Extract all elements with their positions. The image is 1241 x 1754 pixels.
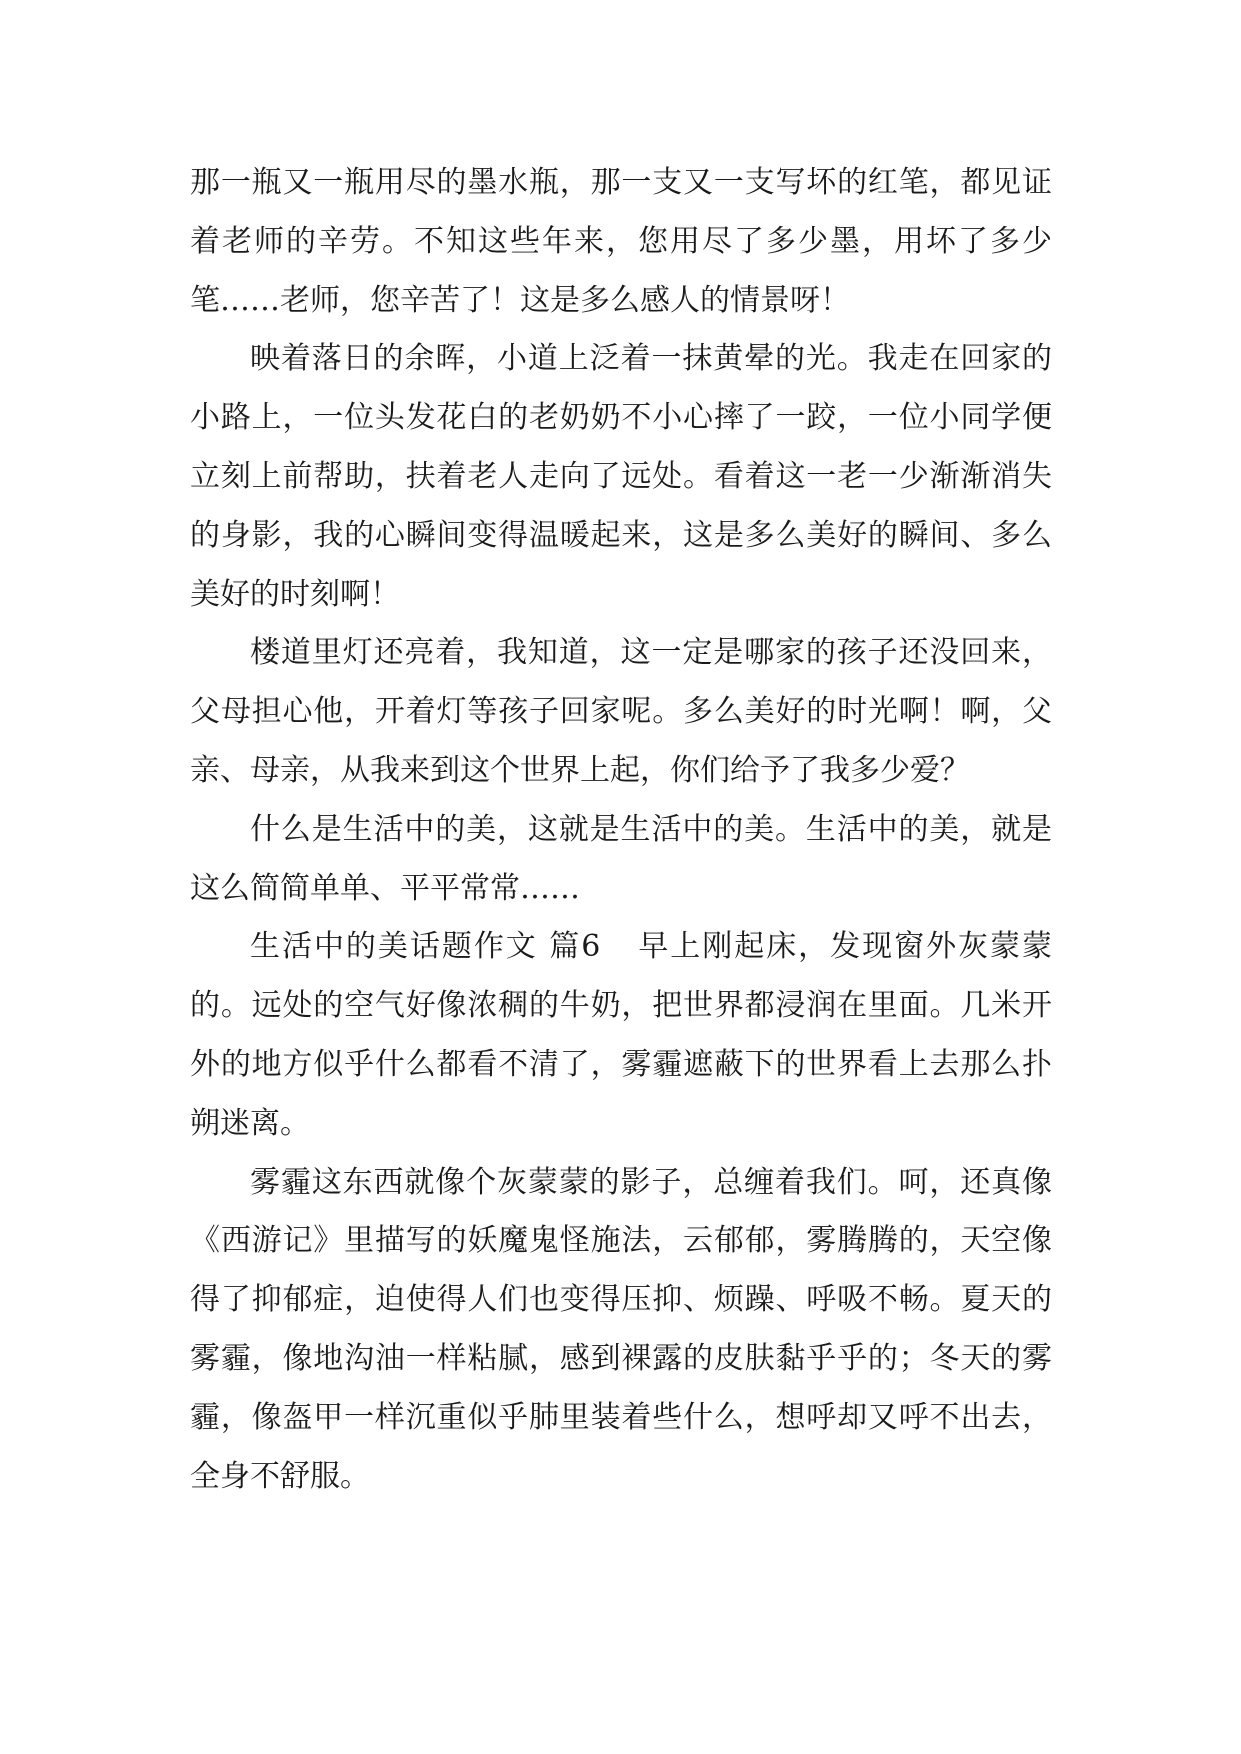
- essay-6-opening: 早上刚起床，发现窗外灰蒙蒙的。远处的空气好像浓稠的牛奶，把世界都浸润在里面。几米开外的地方似乎什么都看不清了，雾霾遮蔽下的世界看上去那么扑朔迷离。: [190, 929, 1053, 1141]
- essay-heading: 生活中的美话题作文 篇6: [250, 929, 601, 965]
- paragraph-essay-6: [190, 918, 1052, 1153]
- paragraph-smog: 雾霾这东西就像个灰蒙蒙的影子，总缠着我们。呵，还真像《西游记》里描写的妖魔鬼怪施法，云郁郁，雾腾腾的，天空像得了抑郁症，迫使得人们也变得压抑、烦躁、呼吸不畅。夏天的雾霾，像地沟油一样粘腻，感到裸露的皮肤黏乎乎的；冬天的雾霾，像盔甲一样沉重似乎肺里装着些什么，想呼却又呼不出去，全身不舒服。: [190, 1164, 1052, 1494]
- paragraph-sunset: 映着落日的余晖，小道上泛着一抹黄晕的光。我走在回家的小路上，一位头发花白的老奶奶不小心摔了一跤，一位小同学便立刻上前帮助，扶着老人走向了远处。看着这一老一少渐渐消失的身影，我的心瞬间变得温暖起来，这是多么美好的瞬间、多么美好的时刻啊！: [190, 341, 1052, 612]
- paragraph-continuation: 那一瓶又一瓶用尽的墨水瓶，那一支又一支写坏的红笔，都见证着老师的辛劳。不知这些年来，您用尽了多少墨，用坏了多少笔……老师，您辛苦了！这是多么感人的情景呀！: [190, 165, 1052, 318]
- paragraph-corridor-light: 楼道里灯还亮着，我知道，这一定是哪家的孩子还没回来，父母担心他，开着灯等孩子回家呢。多么美好的时光啊！啊，父亲、母亲，从我来到这个世界上起，你们给予了我多少爱？: [190, 635, 1052, 788]
- article-body: [190, 154, 1052, 1506]
- paragraph-beauty-summary: 什么是生活中的美，这就是生活中的美。生活中的美，就是这么简简单单、平平常常……: [190, 811, 1052, 906]
